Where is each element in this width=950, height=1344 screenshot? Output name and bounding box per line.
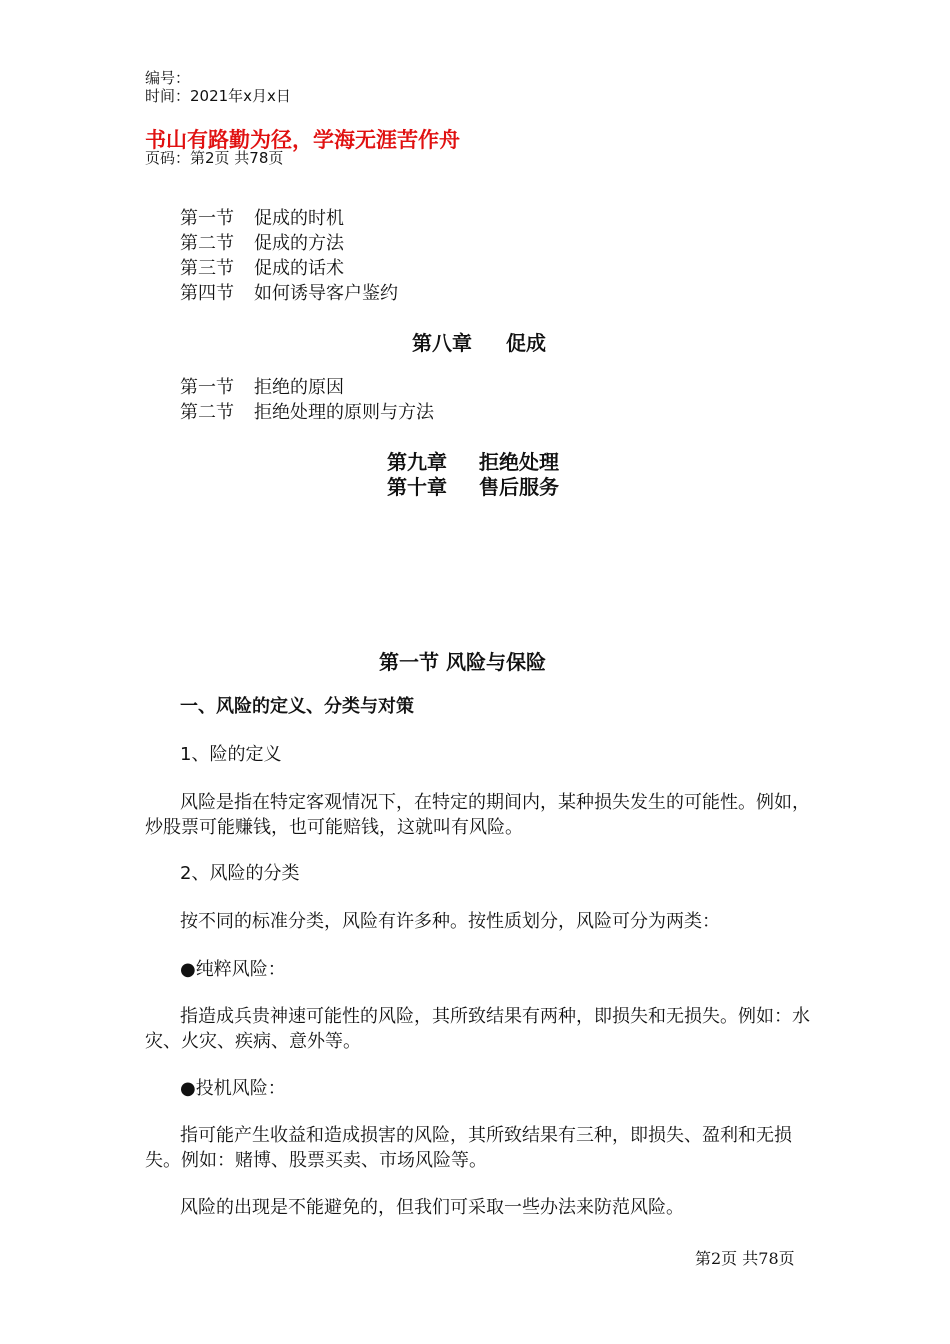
- chapter-number: 第九章: [387, 450, 447, 474]
- chapter-title: 拒绝处理: [479, 450, 559, 474]
- chapter-number: 第十章: [387, 475, 447, 499]
- page-number-footer: 第2页 共78页: [695, 1249, 795, 1268]
- motto-banner: 书山有路勤为径，学海无涯苦作舟: [145, 128, 460, 152]
- toc-section-title: 如何诱导客户鉴约: [254, 283, 398, 304]
- toc-item: [180, 400, 434, 425]
- bullet-pure-risk: ●纯粹风险：: [180, 959, 286, 980]
- page-indicator-header: 页码：第2页 共78页: [145, 149, 284, 167]
- toc-section-title: 促成的方法: [254, 233, 344, 254]
- toc-section-title: 拒绝处理的原则与方法: [254, 402, 434, 423]
- toc-section-title: 拒绝的原因: [254, 377, 344, 398]
- toc-item: [180, 206, 344, 231]
- chapter-number: 第八章: [412, 331, 472, 355]
- chapter-heading: [412, 327, 546, 356]
- toc-item: [180, 281, 398, 306]
- toc-section-number: 第四节: [180, 283, 234, 304]
- subheading-definition: 1、险的定义: [180, 744, 282, 765]
- toc-section-number: 第一节: [180, 208, 234, 229]
- toc-item: [180, 256, 344, 281]
- paragraph: 按不同的标准分类，风险有许多种。按性质划分，风险可分为两类：: [180, 911, 720, 932]
- paragraph: 风险的出现是不能避免的，但我们可采取一些办法来防范风险。: [180, 1197, 684, 1218]
- chapter-title: 售后服务: [479, 475, 559, 499]
- paragraph: 风险是指在特定客观情况下，在特定的期间内，某种损失发生的可能性。例如，炒股票可能赚钱，也可能赔钱，这就叫有风险。: [145, 792, 810, 838]
- toc-section-number: 第一节: [180, 377, 234, 398]
- toc-item: [180, 375, 344, 400]
- toc-section-title: 促成的话术: [254, 258, 344, 279]
- chapter-heading: [387, 471, 559, 500]
- document-code-label: 编号：: [145, 69, 191, 87]
- chapter-title: 促成: [506, 331, 546, 355]
- toc-section-title: 促成的时机: [254, 208, 344, 229]
- section-title: 第一节 风险与保险: [379, 650, 546, 674]
- toc-section-number: 第二节: [180, 402, 234, 423]
- toc-section-number: 第二节: [180, 233, 234, 254]
- document-date: 时间：2021年x月x日: [145, 87, 291, 105]
- paragraph: 指造成兵贵神速可能性的风险，其所致结果有两种，即损失和无损失。例如：水灾、火灾、疾病、意外等。: [145, 1006, 810, 1052]
- toc-section-number: 第三节: [180, 258, 234, 279]
- heading-risk-definition: 一、风险的定义、分类与对策: [180, 696, 414, 717]
- toc-item: [180, 231, 344, 256]
- bullet-speculative-risk: ●投机风险：: [180, 1078, 286, 1099]
- paragraph: 指可能产生收益和造成损害的风险，其所致结果有三种，即损失、盈利和无损失。例如：赌博、股票买卖、市场风险等。: [145, 1125, 792, 1171]
- subheading-classification: 2、风险的分类: [180, 863, 300, 884]
